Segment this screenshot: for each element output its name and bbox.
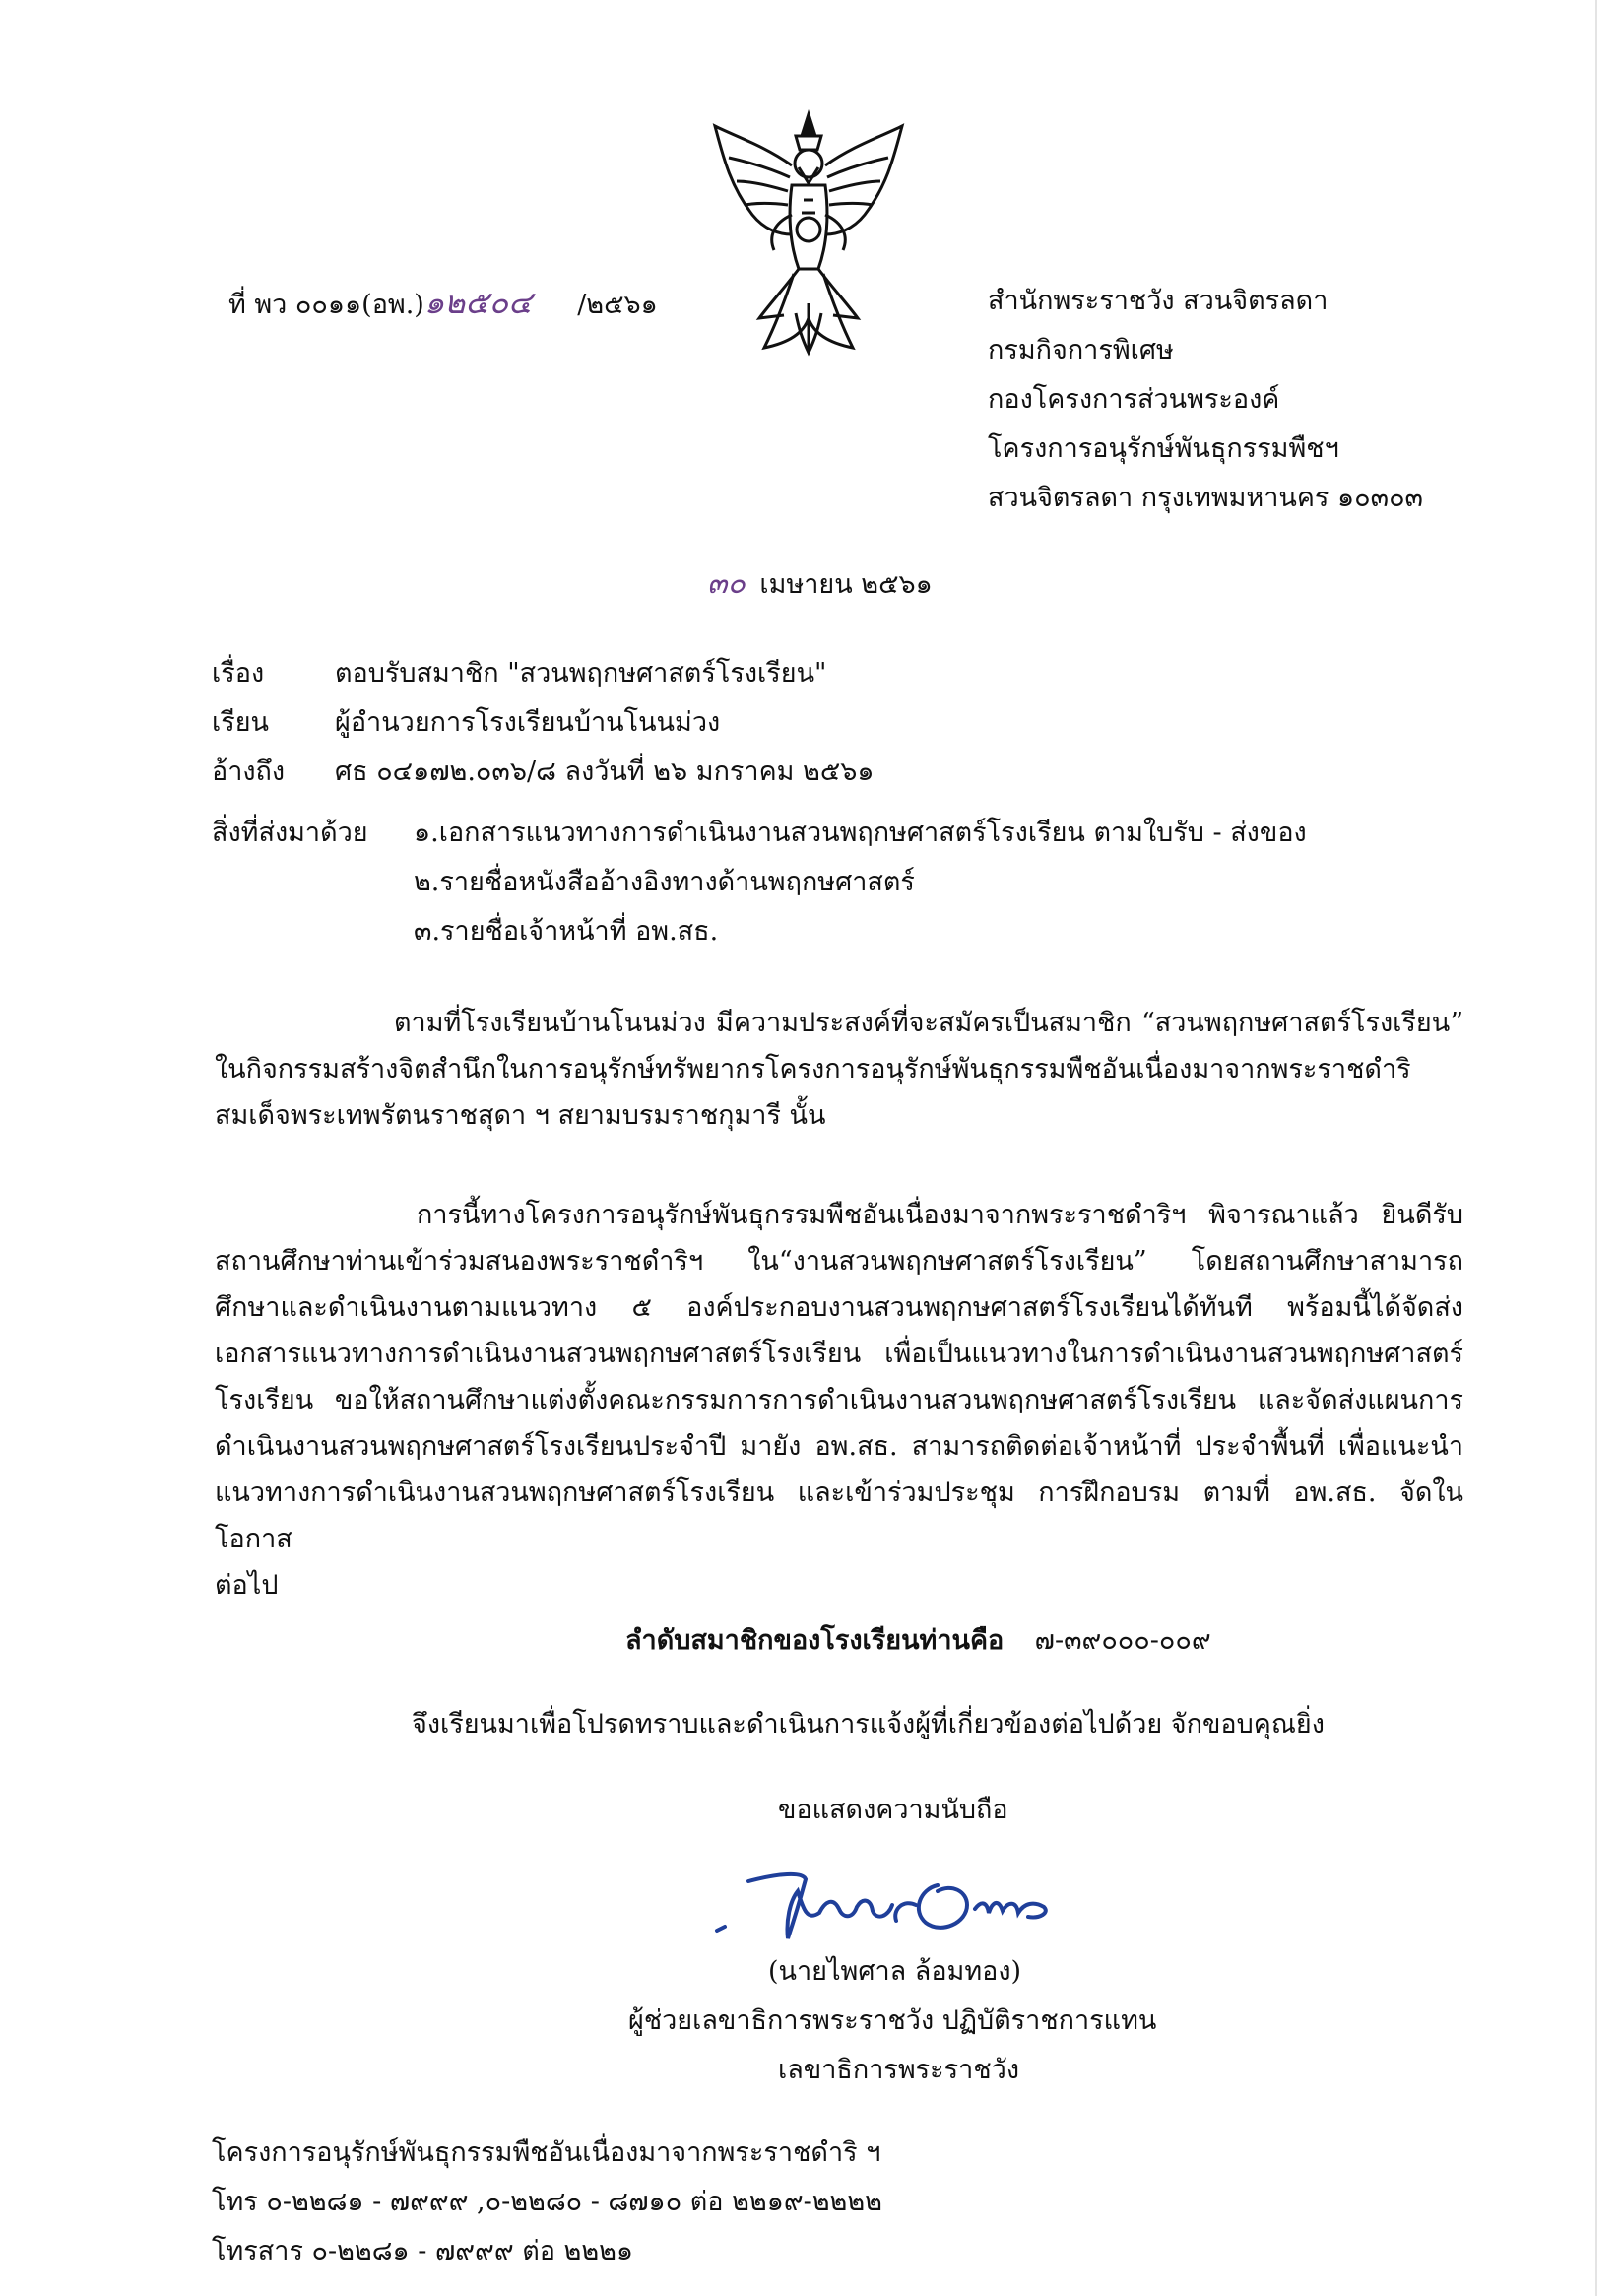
paragraph-line: แนวทางการดำเนินงานสวนพฤกษศาสตร์โรงเรียน และเข้าร่วมประชุม การฝึกอบรม ตามที่ อพ.สธ. จัดในโอกาส (215, 1477, 1463, 1554)
signatory-position-line-2: เลขาธิการพระราชวัง (778, 2055, 1020, 2085)
body-paragraph-1 (215, 1000, 1463, 1139)
subject-value: ตอบรับสมาชิก "สวนพฤกษศาสตร์โรงเรียน" (335, 658, 827, 689)
enclosure-item: ๓.รายชื่อเจ้าหน้าที่ อพ.สธ. (414, 916, 719, 947)
paragraph-line: เอกสารแนวทางการดำเนินงานสวนพฤกษศาสตร์โรงเรียน เพื่อเป็นแนวทางในการดำเนินงานสวนพฤกษศาสตร์ (215, 1339, 1463, 1369)
member-label: ลำดับสมาชิกของโรงเรียนท่านคือ (625, 1625, 1005, 1656)
signatory-position-line-1: ผู้ช่วยเลขาธิการพระราชวัง ปฏิบัติราชการแทน (628, 2005, 1157, 2036)
paragraph-line: ตามที่โรงเรียนบ้านโนนม่วง มีความประสงค์ที่จะสมัครเป็นสมาชิก “สวนพฤกษศาสตร์โรงเรียน” (394, 1008, 1463, 1038)
date-handwritten-day: ๓๐ (707, 566, 746, 601)
to-value: ผู้อำนวยการโรงเรียนบ้านโนนม่วง (335, 707, 721, 738)
garuda-emblem-icon (705, 106, 912, 362)
office-address-line: สำนักพระราชวัง สวนจิตรลดา (988, 286, 1329, 316)
paragraph-line: ศึกษาและดำเนินงานตามแนวทาง ๕ องค์ประกอบงานสวนพฤกษศาสตร์โรงเรียนได้ทันที พร้อมนี้ได้จัดส่ง (215, 1292, 1463, 1323)
date-month-year: เมษายน ๒๕๖๑ (759, 569, 933, 600)
closing-request: จึงเรียนมาเพื่อโปรดทราบและดำเนินการแจ้งผู้ที่เกี่ยวข้องต่อไปด้วย จักขอบคุณยิ่ง (412, 1709, 1325, 1739)
subject-label: เรื่อง (212, 658, 265, 689)
handwritten-signature-icon (709, 1862, 1073, 1950)
reference-label: อ้างถึง (212, 756, 286, 787)
enclosure-item: ๑.เอกสารแนวทางการดำเนินงานสวนพฤกษศาสตร์โรงเรียน ตามใบรับ - ส่งของ (414, 818, 1307, 848)
enclosure-item: ๒.รายชื่อหนังสืออ้างอิงทางด้านพฤกษศาสตร์ (414, 867, 915, 897)
body-paragraph-2 (215, 1192, 1463, 1608)
paragraph-line: สถานศึกษาท่านเข้าร่วมสนองพระราชดำริฯ ใน“งานสวนพฤกษศาสตร์โรงเรียน” โดยสถานศึกษาสามารถ (215, 1246, 1463, 1277)
office-address-line: กองโครงการส่วนพระองค์ (988, 384, 1280, 415)
to-label: เรียน (212, 707, 270, 738)
footer-fax: โทรสาร ๐-๒๒๘๑ - ๗๙๙๙ ต่อ ๒๒๒๑ (212, 2236, 634, 2266)
salutation: ขอแสดงความนับถือ (778, 1795, 1008, 1825)
paragraph-line: สมเด็จพระเทพรัตนราชสุดา ฯ สยามบรมราชกุมารี นั้น (215, 1100, 826, 1131)
paragraph-line: โรงเรียน ขอให้สถานศึกษาแต่งตั้งคณะกรรมการการดำเนินงานสวนพฤกษศาสตร์โรงเรียน และจัดส่งแผนการ (215, 1385, 1463, 1415)
member-number: ๗-๓๙๐๐๐-๐๐๙ (1034, 1625, 1211, 1656)
office-address-line: โครงการอนุรักษ์พันธุกรรมพืชฯ (988, 433, 1339, 464)
paragraph-line: ในกิจกรรมสร้างจิตสำนึกในการอนุรักษ์ทรัพยากรโครงการอนุรักษ์พันธุกรรมพืชอันเนื่องมาจากพระราชดำริ (215, 1054, 1411, 1084)
paragraph-line: ดำเนินงานสวนพฤกษศาสตร์โรงเรียนประจำปี มายัง อพ.สธ. สามารถติดต่อเจ้าหน้าที่ ประจำพื้นที่ เพื่อแนะนำ (215, 1431, 1463, 1462)
member-number-line (625, 1625, 1211, 1657)
footer-project: โครงการอนุรักษ์พันธุกรรมพืชอันเนื่องมาจากพระราชดำริ ฯ (212, 2137, 881, 2168)
office-address-line: สวนจิตรลดา กรุงเทพมหานคร ๑๐๓๐๓ (988, 483, 1424, 513)
footer-phone: โทร ๐-๒๒๘๑ - ๗๙๙๙ ,๐-๒๒๘๐ - ๘๗๑๐ ต่อ ๒๒๑๙-๒๒๒๒ (212, 2187, 882, 2217)
office-address-line: กรมกิจการพิเศษ (988, 335, 1174, 365)
reference-suffix: /๒๕๖๑ (577, 290, 658, 320)
reference-number (228, 284, 658, 321)
signatory-name: (นายไพศาล ล้อมทอง) (768, 1956, 1022, 1987)
paragraph-line: ต่อไป (215, 1570, 279, 1601)
reference-value: ศธ ๐๔๑๗๒.๐๓๖/๘ ลงวันที่ ๒๖ มกราคม ๒๕๖๑ (335, 756, 875, 787)
reference-handwritten-number: ๑๒๕๐๔ (423, 284, 533, 321)
letter-date (707, 566, 933, 602)
reference-prefix: ที่ พว ๐๐๑๑(อพ.) (228, 290, 424, 320)
enclosures-label: สิ่งที่ส่งมาด้วย (212, 818, 368, 848)
page-edge-line (1595, 0, 1597, 2296)
paragraph-line: การนี้ทางโครงการอนุรักษ์พันธุกรรมพืชอันเนื่องมาจากพระราชดำริฯ พิจารณาแล้ว ยินดีรับ (417, 1200, 1463, 1230)
